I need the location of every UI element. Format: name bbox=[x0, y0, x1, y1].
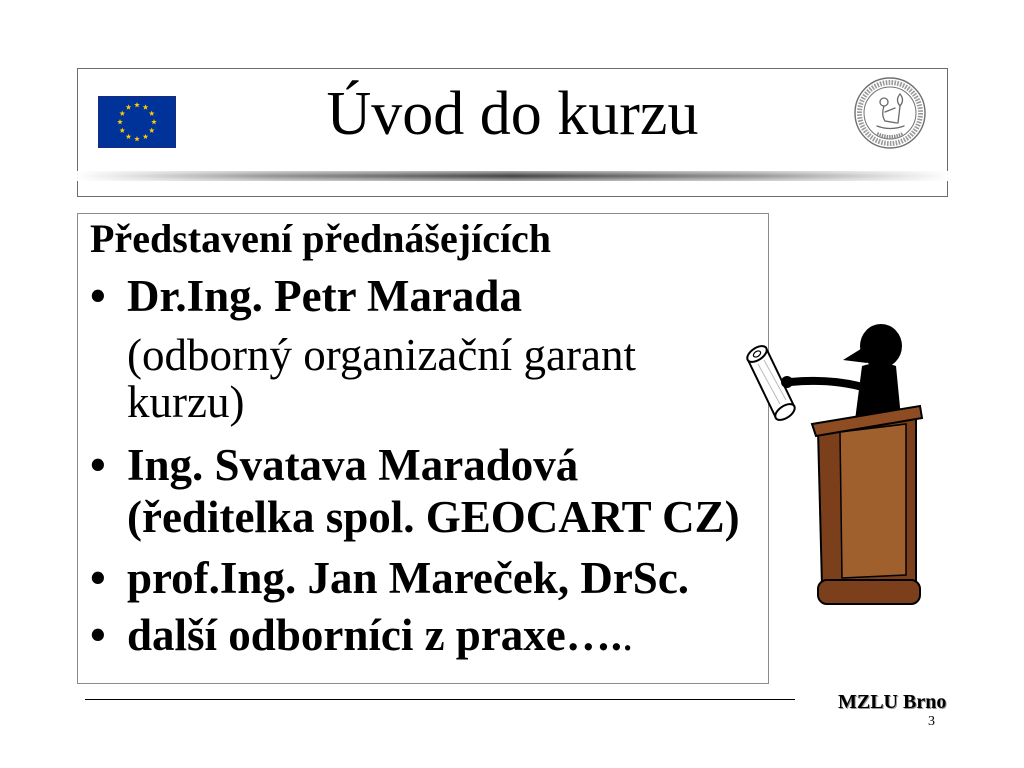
bullet-item-note: kurzu) bbox=[127, 377, 245, 427]
bullet-item-suffix: . bbox=[622, 610, 634, 660]
speaker-mouth bbox=[843, 347, 867, 363]
speaker-hand bbox=[781, 376, 793, 388]
bullet-item-label: další odborníci z praxe…. bbox=[127, 610, 623, 660]
speaker-arm bbox=[790, 381, 866, 388]
podium-base bbox=[818, 580, 920, 604]
speaker-at-podium-icon bbox=[740, 318, 930, 613]
bullet-marker: • bbox=[90, 610, 106, 660]
podium-panel bbox=[840, 424, 906, 578]
page-number: 3 bbox=[928, 714, 935, 729]
section-heading: Představení přednášejících bbox=[90, 216, 552, 261]
footer-institution: MZLU Brno bbox=[838, 691, 947, 713]
bullet-item-note: (odborný organizační garant bbox=[127, 330, 636, 380]
bullet-item-text: Ing. Svatava Maradová bbox=[127, 440, 579, 490]
bullet-item-text bbox=[127, 610, 634, 660]
header-divider-bar bbox=[76, 171, 949, 181]
bullet-marker: • bbox=[90, 271, 106, 321]
footer-rule bbox=[85, 699, 795, 700]
seal-inner-ring bbox=[864, 87, 916, 139]
university-seal-icon bbox=[852, 75, 928, 151]
podium bbox=[812, 406, 922, 604]
bullet-marker: • bbox=[90, 440, 106, 490]
bullet-item-text: (ředitelka spol. GEOCART CZ) bbox=[127, 492, 740, 542]
bullet-item-text: Dr.Ing. Petr Marada bbox=[127, 271, 522, 321]
slide-title: Úvod do kurzu bbox=[326, 80, 699, 148]
bullet-item-text: prof.Ing. Jan Mareček, DrSc. bbox=[127, 553, 690, 603]
bullet-marker: • bbox=[90, 553, 106, 603]
